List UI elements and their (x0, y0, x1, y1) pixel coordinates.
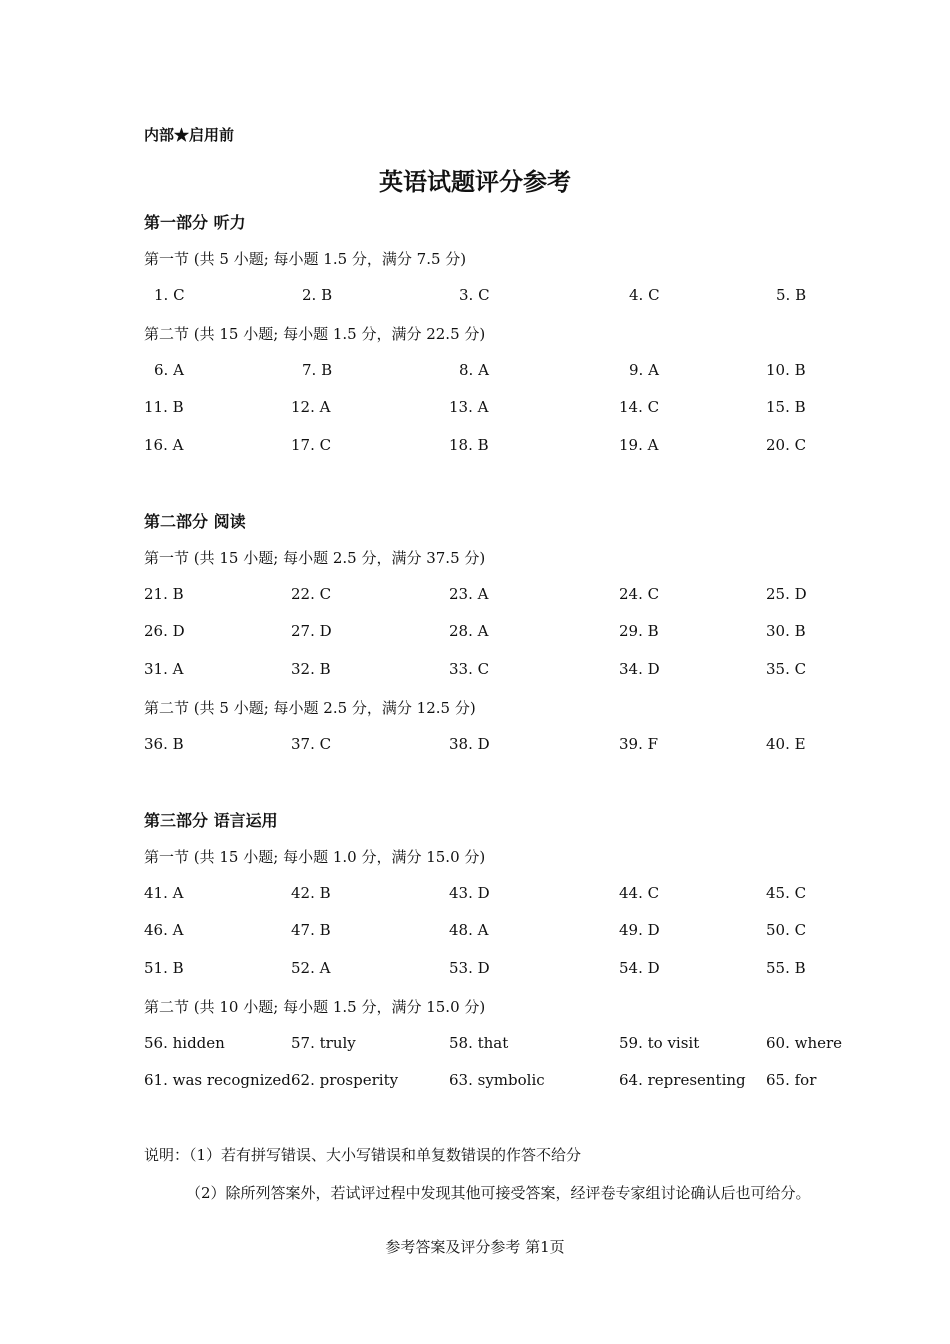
answer-cell: 18. B (449, 436, 489, 454)
answer-cell: 47. B (291, 921, 331, 939)
document-title: 英语试题评分参考 (379, 167, 571, 196)
answer-cell: 34. D (619, 660, 660, 678)
answer-cell: 45. C (766, 884, 807, 902)
answer-cell: 53. D (449, 959, 490, 977)
part1-sec2-title: 第二节 (共 15 小题; 每小题 1.5 分，满分 22.5 分) (144, 325, 486, 343)
answer-cell: 32. B (291, 660, 331, 678)
answer-cell: 28. A (449, 622, 489, 640)
answer-cell: 59. to visit (619, 1034, 700, 1052)
answer-cell: 14. C (619, 398, 660, 416)
answer-cell: 35. C (766, 660, 807, 678)
answer-cell: 58. that (449, 1034, 509, 1052)
answer-cell: 16. A (144, 436, 184, 454)
answer-cell: 21. B (144, 585, 184, 603)
answer-cell: 62. prosperity (291, 1071, 399, 1089)
answer-cell: 27. D (291, 622, 332, 640)
answer-cell: 40. E (766, 735, 806, 753)
answer-cell: 24. C (619, 585, 660, 603)
answer-cell: 56. hidden (144, 1034, 225, 1052)
answer-cell: 33. C (449, 660, 490, 678)
answer-cell: 10. B (766, 361, 806, 379)
answer-cell: 30. B (766, 622, 806, 640)
answer-cell: 52. A (291, 959, 331, 977)
note-line-2: （2）除所列答案外，若试评过程中发现其他可接受答案，经评卷专家组讨论确认后也可给分。 (186, 1184, 811, 1202)
answer-cell: 37. C (291, 735, 332, 753)
answer-cell: 46. A (144, 921, 184, 939)
answer-cell: 51. B (144, 959, 184, 977)
answer-cell: 3. C (459, 286, 490, 304)
answer-cell: 12. A (291, 398, 331, 416)
answer-cell: 19. A (619, 436, 659, 454)
answer-cell: 7. B (302, 361, 333, 379)
answer-cell: 60. where (766, 1034, 843, 1052)
answer-cell: 43. D (449, 884, 490, 902)
answer-cell: 49. D (619, 921, 660, 939)
answer-cell: 31. A (144, 660, 184, 678)
answer-cell: 23. A (449, 585, 489, 603)
part3-title: 第三部分 语言运用 (144, 811, 278, 830)
answer-cell: 5. B (776, 286, 807, 304)
answer-cell: 29. B (619, 622, 659, 640)
answer-cell: 13. A (449, 398, 489, 416)
page-footer: 参考答案及评分参考 第1页 (385, 1238, 565, 1256)
part2-sec2-title: 第二节 (共 5 小题; 每小题 2.5 分，满分 12.5 分) (144, 699, 476, 717)
answer-cell: 25. D (766, 585, 807, 603)
answer-cell: 65. for (766, 1071, 817, 1089)
answer-cell: 2. B (302, 286, 333, 304)
answer-cell: 8. A (459, 361, 489, 379)
answer-cell: 42. B (291, 884, 331, 902)
answer-cell: 1. C (154, 286, 185, 304)
answer-cell: 39. F (619, 735, 659, 753)
answer-cell: 36. B (144, 735, 184, 753)
answer-cell: 61. was recognized (144, 1071, 291, 1089)
answer-cell: 4. C (629, 286, 660, 304)
answer-cell: 44. C (619, 884, 660, 902)
answer-cell: 41. A (144, 884, 184, 902)
note-line-1: 说明：（1）若有拼写错误、大小写错误和单复数错误的作答不给分 (144, 1146, 582, 1164)
part1-sec1-title: 第一节 (共 5 小题; 每小题 1.5 分，满分 7.5 分) (144, 250, 467, 268)
answer-cell: 11. B (144, 398, 184, 416)
answer-cell: 17. C (291, 436, 332, 454)
part1-title: 第一部分 听力 (144, 213, 246, 232)
part3-sec1-title: 第一节 (共 15 小题; 每小题 1.0 分，满分 15.0 分) (144, 848, 486, 866)
answer-cell: 26. D (144, 622, 185, 640)
answer-cell: 6. A (154, 361, 184, 379)
answer-cell: 9. A (629, 361, 659, 379)
part3-sec2-title: 第二节 (共 10 小题; 每小题 1.5 分，满分 15.0 分) (144, 998, 486, 1016)
answer-cell: 20. C (766, 436, 807, 454)
part2-sec1-title: 第一节 (共 15 小题; 每小题 2.5 分，满分 37.5 分) (144, 549, 486, 567)
part2-title: 第二部分 阅读 (144, 512, 246, 531)
answer-cell: 64. representing (619, 1071, 746, 1089)
answer-cell: 48. A (449, 921, 489, 939)
answer-cell: 55. B (766, 959, 806, 977)
answer-cell: 63. symbolic (449, 1071, 545, 1089)
answer-cell: 50. C (766, 921, 807, 939)
answer-cell: 57. truly (291, 1034, 356, 1052)
answer-cell: 54. D (619, 959, 660, 977)
answer-cell: 22. C (291, 585, 332, 603)
answer-cell: 38. D (449, 735, 490, 753)
answer-cell: 15. B (766, 398, 806, 416)
confidentiality-tag: 内部★启用前 (144, 126, 235, 144)
